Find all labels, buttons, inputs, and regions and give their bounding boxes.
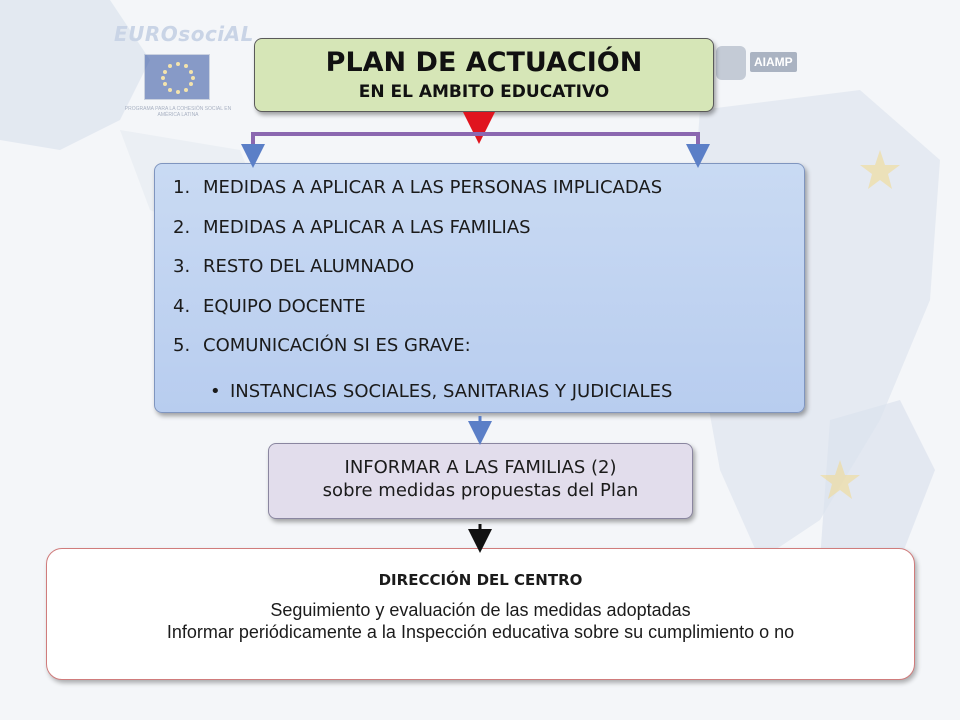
direction-title: DIRECCIÓN DEL CENTRO bbox=[378, 571, 583, 589]
measure-number: 2. bbox=[173, 216, 191, 238]
plan-title-box bbox=[254, 38, 714, 112]
measure-item bbox=[173, 295, 804, 335]
aiamp-logo bbox=[716, 46, 796, 82]
eurosocial-wordmark: EUROsociAL bbox=[114, 22, 254, 46]
inform-title: INFORMAR A LAS FAMILIAS (2) bbox=[344, 457, 617, 478]
school-direction-box bbox=[46, 548, 915, 680]
plan-title: PLAN DE ACTUACIÓN bbox=[325, 47, 643, 78]
measure-number: 1. bbox=[173, 177, 191, 198]
measure-number: 4. bbox=[173, 295, 191, 317]
measure-number: 3. bbox=[173, 256, 191, 277]
measure-label: COMUNICACIÓN SI ES GRAVE: bbox=[203, 335, 471, 356]
measure-label: MEDIDAS A APLICAR A LAS PERSONAS IMPLICADAS bbox=[203, 177, 663, 198]
measure-number: 5. bbox=[173, 335, 191, 356]
bullet-icon: • bbox=[210, 380, 221, 402]
measure-subitem-label: INSTANCIAS SOCIALES, SANITARIAS Y JUDICIALES bbox=[230, 380, 673, 402]
direction-task: Seguimiento y evaluación de las medidas adoptadas bbox=[270, 600, 691, 620]
measure-item bbox=[173, 176, 804, 216]
eurosocial-logo bbox=[112, 10, 254, 122]
measure-label: RESTO DEL ALUMNADO bbox=[203, 256, 415, 277]
measure-item bbox=[173, 216, 804, 256]
measure-label: MEDIDAS A APLICAR A LAS FAMILIAS bbox=[203, 216, 531, 238]
measure-label: EQUIPO DOCENTE bbox=[203, 295, 366, 317]
measure-item bbox=[173, 255, 804, 295]
direction-task: Informar periódicamente a la Inspección educativa sobre su cumplimiento o no bbox=[166, 622, 795, 642]
measure-item bbox=[173, 334, 804, 374]
measures-box bbox=[154, 163, 805, 413]
inform-description: sobre medidas propuestas del Plan bbox=[322, 480, 639, 501]
eurosocial-caption: PROGRAMA PARA LA COHESIÓN SOCIAL EN AMÉRICA LATINA bbox=[124, 106, 232, 118]
plan-subtitle: EN EL AMBITO EDUCATIVO bbox=[358, 82, 610, 102]
aiamp-wordmark: AIAMP bbox=[750, 52, 797, 72]
inform-families-box bbox=[268, 443, 693, 519]
measure-subitem bbox=[173, 380, 804, 404]
aiamp-emblem-icon bbox=[716, 46, 746, 80]
eu-flag-icon bbox=[144, 54, 210, 100]
